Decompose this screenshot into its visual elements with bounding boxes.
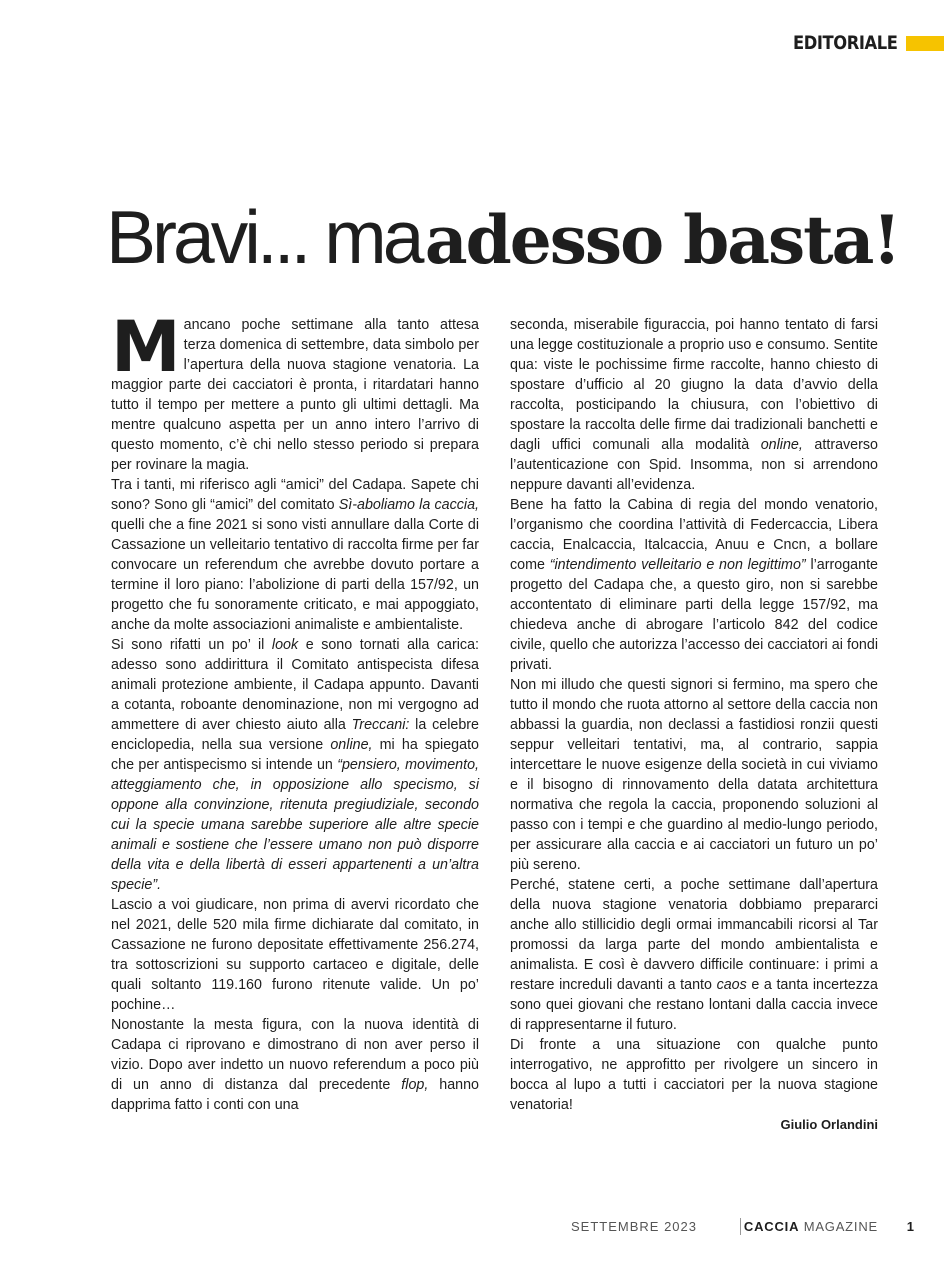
headline: [106, 195, 900, 279]
text: l’arrogante progetto del Cadapa che, a questo giro, non si sarebbe accontentato di eliminare parti della legge 157/92, ma chiedeva anche di abrogare l’articolo 842 del codice civile, quello che autorizza l’accesso dei cacciatori ai fondi privati.: [510, 557, 879, 673]
text-italic: online,: [760, 437, 803, 453]
text-italic: caos: [716, 977, 747, 993]
quote-italic: “intendimento velleitario e non legittimo”: [549, 557, 806, 573]
text: Bene ha fatto la Cabina di regia del mondo venatorio, l’organismo che coordina l’attività di Federcaccia, Libera caccia, Enalcaccia, Italcaccia, Anuu e Cncn, a bollare come: [510, 497, 878, 573]
magazine-name-light: MAGAZINE: [799, 1219, 878, 1234]
text: e a tanta incertezza sono quei giovani che restano lontani dalla caccia invece di rappresentarne il futuro.: [510, 977, 879, 1033]
paragraph: [510, 875, 878, 1035]
magazine-name-bold: CACCIA: [743, 1219, 800, 1234]
headline-light: Bravi... ma: [106, 195, 421, 279]
text: Tra i tanti, mi riferisco agli “amici” del Cadapa. Sapete chi sono? Sono gli “amici” del comitato: [111, 477, 479, 513]
paragraph: [111, 1015, 479, 1115]
text-italic: online,: [330, 737, 373, 753]
text: Perché, statene certi, a poche settimane dall’apertura della nuova stagione venatoria dobbiamo prepararci anche allo stillicidio degli ormai immancabili ricorsi al Tar promossi da larga parte del mondo ambientalista e animalista. E così è davvero difficile continuare: i primi a restare increduli davanti a tanto: [510, 877, 878, 993]
headline-bold: adesso basta!: [424, 201, 900, 279]
issue-date: SETTEMBRE 2023: [571, 1219, 697, 1234]
section-accent-bar: [906, 36, 944, 51]
text: attraverso l’autenticazione con Spid. Insomma, non si arrendono neppure davanti all’evidenza.: [510, 437, 878, 493]
section-label: EDITORIALE: [792, 32, 897, 54]
text: e sono tornati alla carica: adesso sono addirittura il Comitato antispecista difesa animali protezione ambiente, il Cadapa appunto. Davanti a cotanta, roboante denominazione, non mi vergogno ad ammettere di aver chiesto aiuto alla: [111, 637, 479, 733]
footer-divider: [740, 1218, 741, 1235]
text: mi ha spiegato che per antispecismo si intende un: [111, 737, 479, 773]
quote-italic: “pensiero, movimento, atteggiamento che, in opposizione allo specismo, si oppone alla convinzione, ritenuta pregiudiziale, secondo cui la specie umana sarebbe superiore alle altre specie animali e sostiene che l’essere umano non può disporre della vita e della libertà di esseri appartenenti a un’altra specie”.: [111, 757, 479, 893]
paragraph: [111, 635, 479, 895]
text-italic: look: [271, 637, 299, 653]
text: Si sono rifatti un po’ il: [111, 637, 272, 653]
text: la celebre enciclopedia, nella sua versione: [111, 717, 479, 753]
paragraph: [111, 475, 479, 635]
text-italic: Sì-aboliamo la caccia,: [338, 497, 479, 513]
text-italic: flop,: [401, 1077, 429, 1093]
article-column-right: [510, 315, 878, 1135]
paragraph: Lascio a voi giudicare, non prima di avervi ricordato che nel 2021, delle 520 mila firme dichiarate dal comitato, in Cassazione ne furono depositate effettivamente 256.274, tra sottoscrizioni su supporto cartaceo e digitale, delle quali soltanto 119.160 furono ritenute valide. Un po’ pochine…: [111, 897, 479, 1013]
magazine-name: [744, 1219, 878, 1234]
text: quelli che a fine 2021 si sono visti annullare dalla Corte di Cassazione un velleitario tentativo di raccolta firme per far convocare un referendum che avrebbe dovuto portare a termine il loro piano: l’abolizione di parti della 157/92, un progetto che fu sonoramente criticato, e mai appoggiato, anche da molte associazioni animaliste e ambientaliste.: [111, 517, 479, 633]
text: seconda, miserabile figuraccia, poi hanno tentato di farsi una legge costituzionale a proprio uso e consumo. Sentite qua: viste le pochissime firme raccolte, hanno chiesto di spostare d’ufficio al 20 giugno la data d’avvio della raccolta, posticipando la chiusura, con l’obiettivo di spostare la raccolta delle firme dai tradizionali banchetti e dagli uffici comunali alla modalità: [510, 317, 878, 453]
author-signature: Giulio Orlandini: [780, 1117, 878, 1132]
text-italic: Treccani:: [351, 717, 410, 733]
drop-cap: M: [111, 306, 178, 388]
paragraph: Di fronte a una situazione con qualche punto interrogativo, ne approfitto per rivolgere un sincero in bocca al lupo a tutti i cacciatori per la nuova stagione venatoria!: [510, 1037, 878, 1113]
text: Nonostante la mesta figura, con la nuova identità di Cadapa ci riprovano e dimostrano di non aver perso il vizio. Dopo aver indetto un nuovo referendum a poco più di un anno di distanza dal precedente: [111, 1017, 479, 1093]
paragraph: Non mi illudo che questi signori si fermino, ma spero che tutto il mondo che ruota attorno al settore della caccia non abbassi la guardia, non declassi a fastidiosi ronzii questi seppur velleitari tentativi, ma, al contrario, sappia intercettare le nuove esigenze della società in cui viviamo e il bisogno di rinnovamento della datata architettura normativa che regola la caccia, proponendo soluzioni al passo con i tempi e che guardino al medio-lungo periodo, per assicurare alla caccia e ai cacciatori un futuro un po’ più sereno.: [510, 677, 878, 873]
paragraph: [510, 315, 878, 495]
paragraph: [510, 495, 878, 675]
text: hanno dapprima fatto i conti con una: [111, 1077, 480, 1113]
page-number: 1: [906, 1219, 914, 1234]
article-column-left: [111, 306, 480, 1115]
page-footer: [0, 1219, 944, 1239]
paragraph: [111, 306, 479, 475]
text: ancano poche settimane alla tanto attesa terza domenica di settembre, data simbolo per l’apertura della nuova stagione venatoria. La maggior parte dei cacciatori è pronta, i ritardatari hanno tutto il tempo per mettere a punto gli ultimi dettagli. Ma mentre qualcuno aspetta per un anno intero l’arrivo di questo momento, c’è chi nello stesso periodo si prepara per rovinare la magia.: [111, 317, 479, 473]
